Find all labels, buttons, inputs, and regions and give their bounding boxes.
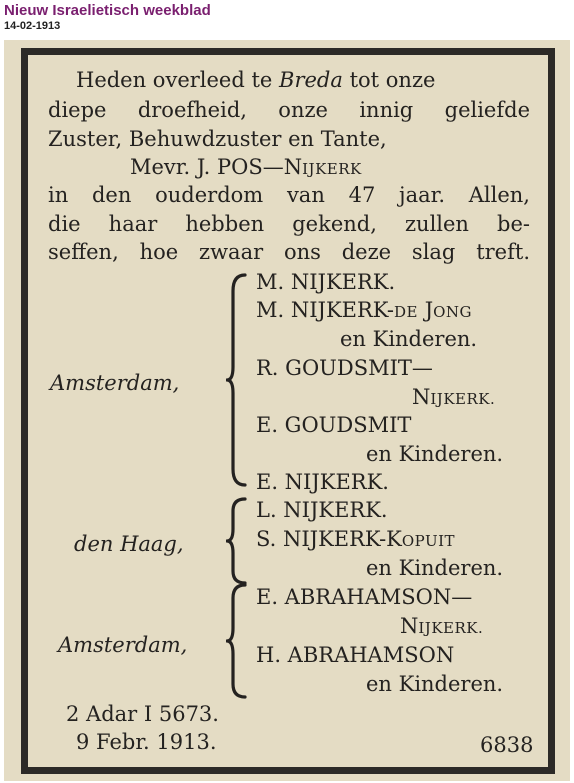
relative-name: [256, 527, 455, 554]
group-place-den-haag: den Haag,: [74, 532, 184, 556]
relative-name: M. NIJKERK.: [256, 270, 396, 294]
relative-note: en Kinderen.: [366, 556, 504, 580]
relative-name: E. GOUDSMIT: [256, 413, 412, 437]
relative-name: E. NIJKERK.: [256, 470, 389, 494]
relative-name-text: S. NIJKERK-K: [256, 527, 402, 551]
deceased-name-smallcaps: IJKERK: [302, 160, 362, 178]
group-place-amsterdam-2: Amsterdam,: [58, 633, 188, 657]
gregorian-date: 9 Febr. 1913.: [76, 730, 217, 754]
relative-name: R. GOUDSMIT—: [256, 356, 433, 380]
relative-name: E. ABRAHAMSON—: [256, 585, 473, 609]
newspaper-clipping: [4, 40, 570, 781]
relative-note: en Kinderen.: [366, 442, 504, 466]
relative-note: en Kinderen.: [340, 327, 478, 351]
deceased-name: [130, 155, 362, 182]
relative-name-smallcaps: IJKERK.: [430, 390, 496, 408]
notice-line-5: in den ouderdom van 47 jaar. Allen,: [48, 183, 530, 207]
place-breda: Breda: [279, 68, 343, 92]
deceased-name-text: Mevr. J. POS—N: [130, 155, 303, 179]
relative-name: L. NIJKERK.: [256, 498, 388, 522]
group-place-amsterdam-1: Amsterdam,: [50, 371, 180, 395]
brace-group-3: [226, 583, 248, 699]
header: [4, 2, 211, 33]
publication-date: 14-02-1913: [4, 20, 61, 32]
notice-line-1: [76, 68, 435, 93]
notice-text: tot onze: [342, 68, 436, 92]
relative-name: [256, 298, 472, 325]
ad-number: 6838: [480, 733, 534, 757]
brace-group-2: [226, 497, 248, 585]
publication-title[interactable]: Nieuw Israelietisch weekblad: [4, 2, 211, 19]
relative-name: [412, 385, 495, 412]
relative-name-text: M. NIJKERK-: [256, 298, 395, 322]
hebrew-date: 2 Adar I 5673.: [66, 702, 219, 726]
relative-name-smallcaps: DE: [394, 303, 419, 321]
notice-line-7: seffen, hoe zwaar ons deze slag treft.: [48, 240, 530, 264]
relative-note: en Kinderen.: [366, 672, 504, 696]
relative-name-text: N: [400, 614, 419, 638]
relative-name-text: N: [412, 385, 431, 409]
notice-line-3: Zuster, Behuwdzuster en Tante,: [48, 127, 387, 151]
relative-name: H. ABRAHAMSON: [256, 643, 455, 667]
relative-name-smallcaps: OPUIT: [401, 532, 456, 550]
notice-line-2: diepe droefheid, onze innig geliefde: [48, 98, 530, 122]
notice-line-6: die haar hebben gekend, zullen be-: [48, 212, 530, 236]
brace-group-1: [226, 273, 248, 487]
relative-name-smallcaps: IJKERK.: [418, 619, 484, 637]
relative-name-text: J: [418, 298, 434, 322]
relative-name-smallcaps: ONG: [433, 303, 473, 321]
relative-name: [400, 614, 483, 641]
notice-text: Heden overleed te: [76, 68, 280, 92]
